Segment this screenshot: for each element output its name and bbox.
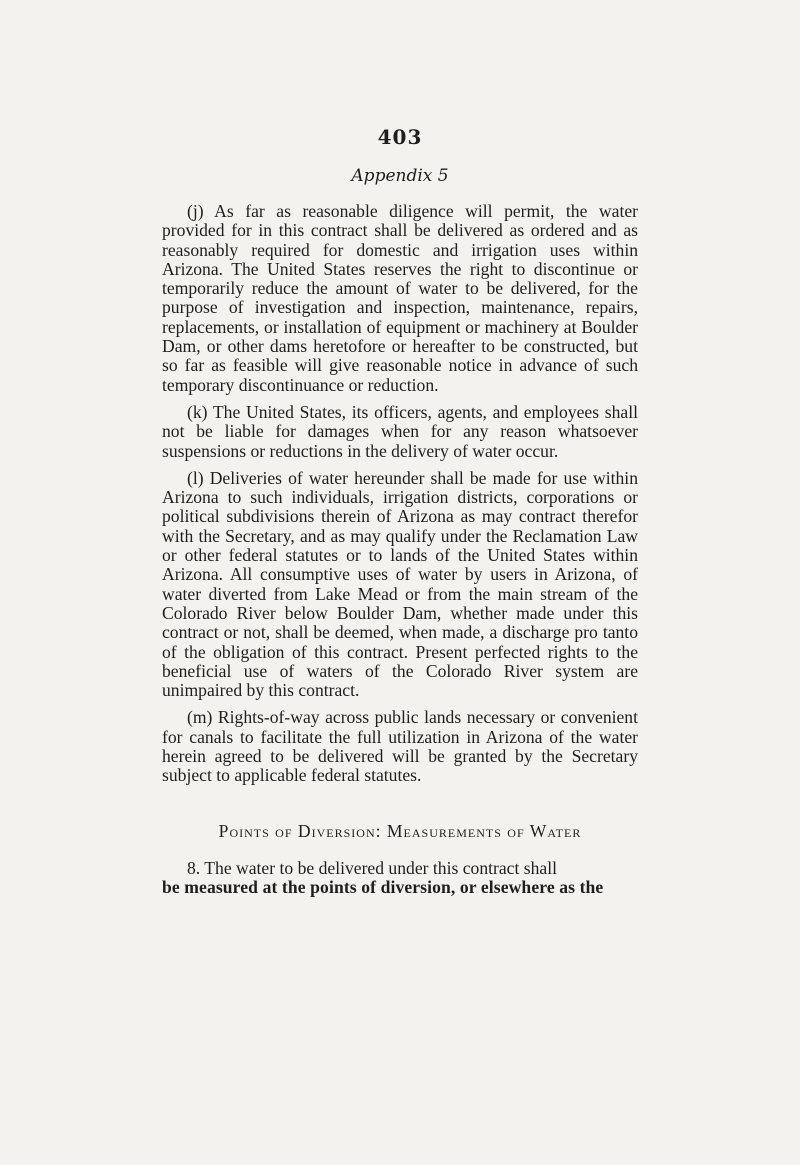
- paragraph-k: (k) The United States, its officers, agents, and employees shall not be liable for damages when for any reason whatsoever suspensions or reductions in the delivery of water occur.: [162, 401, 638, 461]
- paragraph-8-line-2: be measured at the points of diversion, or elsewhere as the: [162, 877, 604, 898]
- paragraph-j: (j) As far as reasonable diligence will permit, the water provided for in this contract shall be delivered as ordered and as reasonably required for domestic and irrigation uses within Arizona. The United States reserves the right to discontinue or temporarily reduce the amount of water to be delivered, for the purpose of investigation and inspection, maintenance, repairs, replacements, or installation of equipment or machinery at Boulder Dam, or other dams heretofore or hereafter to be constructed, but so far as feasible will give reasonable notice in advance of such temporary discontinuance or reduction.: [162, 201, 638, 395]
- page-number: 403: [377, 125, 423, 149]
- section-heading: Points of Diversion: Measurements of Water: [218, 820, 582, 841]
- paragraph-m: (m) Rights-of-way across public lands necessary or convenient for canals to facilitate the full utilization in Arizona of the water herein agreed to be delivered will be granted by the Secretary subject to applicable federal statutes.: [162, 707, 638, 786]
- paragraph-8: [162, 859, 638, 898]
- running-head: Appendix 5: [351, 166, 449, 186]
- body-text: [162, 202, 638, 898]
- paragraph-8-line-1: 8. The water to be delivered under this contract shall: [187, 857, 557, 878]
- paragraph-l: (l) Deliveries of water hereunder shall be made for use within Arizona to such individuals, irrigation districts, corporations or political subdivisions therein of Arizona as may contract therefor with the Secretary, and as may qualify under the Reclamation Law or other federal statutes or to lands of the United States within Arizona. All consumptive uses of water by users in Arizona, of water diverted from Lake Mead or from the main stream of the Colorado River below Boulder Dam, whether made under this contract or not, shall be deemed, when made, a discharge pro tanto of the obligation of this contract. Present perfected rights to the beneficial use of waters of the Colorado River system are unimpaired by this contract.: [162, 467, 638, 701]
